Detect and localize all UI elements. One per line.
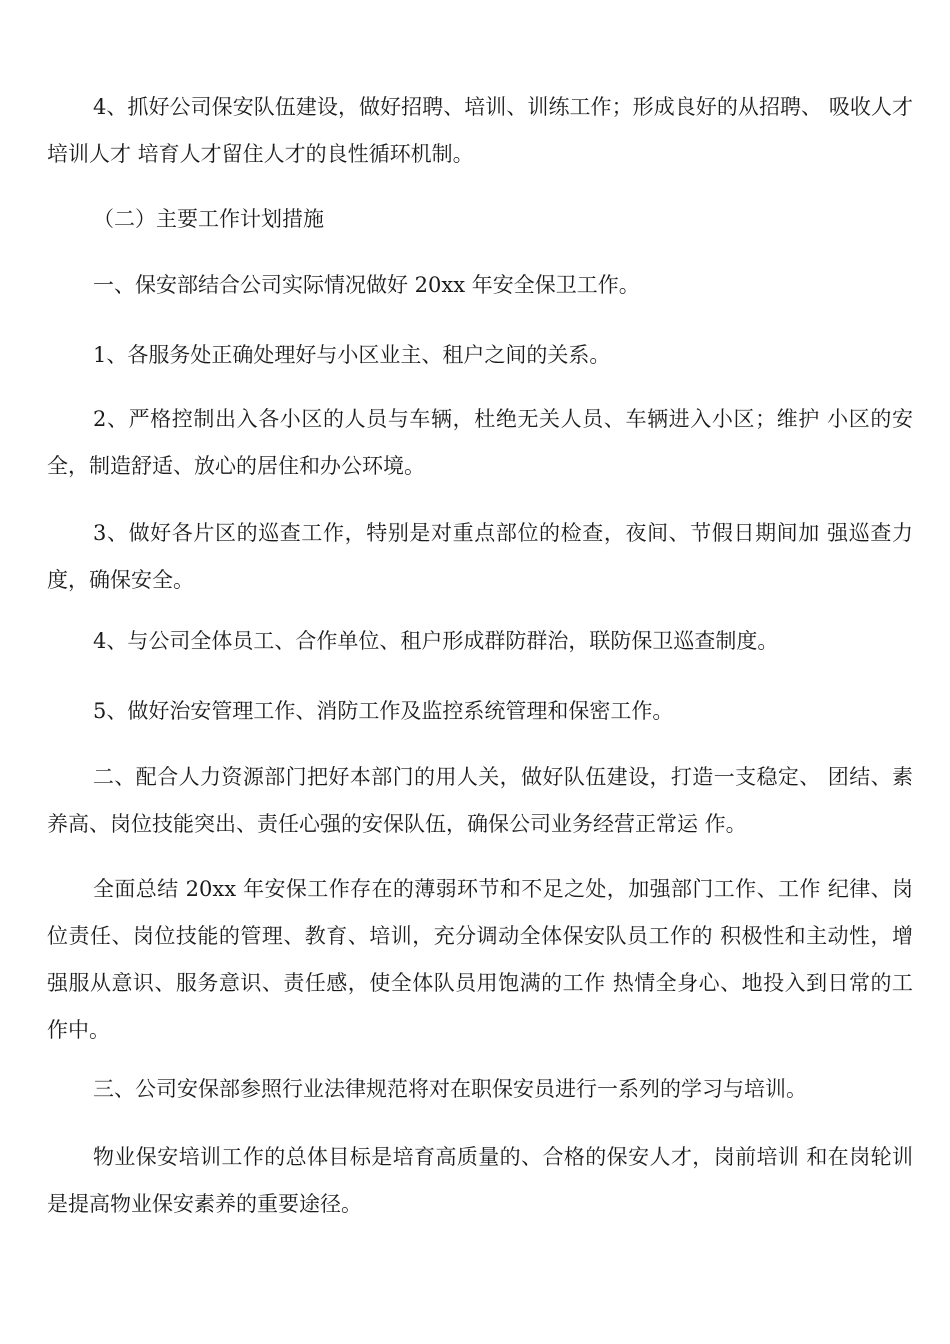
paragraph-6: 3、做好各片区的巡查工作，特别是对重点部位的检查，夜间、节假日期间加 强巡查力度，确保安全。 [47,521,913,592]
paragraph-12: 物业保安培训工作的总体目标是培育高质量的、合格的保安人才，岗前培训 和在岗轮训是提高物业保安素养的重要途径。 [47,1145,913,1216]
paragraph-2: （二）主要工作计划措施 [93,207,324,231]
paragraph-3: 一、保安部结合公司实际情况做好 20xx 年安全保卫工作。 [93,273,640,297]
paragraph-11: 三、公司安保部参照行业法律规范将对在职保安员进行一系列的学习与培训。 [93,1077,807,1101]
paragraph-10: 全面总结 20xx 年安保工作存在的薄弱环节和不足之处，加强部门工作、工作 纪律、岗位责任、岗位技能的管理、教育、培训，充分调动全体保安队员工作的 积极性和主动性，增强服从意识、服务意识、责任感，使全体队员用饱满的工作 热情全身心、地投入到日常的工作中。 [47,877,913,1042]
paragraph-5: 2、严格控制出入各小区的人员与车辆，杜绝无关人员、车辆进入小区；维护 小区的安全，制造舒适、放心的居住和办公环境。 [47,407,913,478]
paragraph-4: 1、各服务处正确处理好与小区业主、租户之间的关系。 [93,343,611,367]
paragraph-9: 二、配合人力资源部门把好本部门的用人关，做好队伍建设，打造一支稳定、 团结、素养高、岗位技能突出、责任心强的安保队伍，确保公司业务经营正常运 作。 [47,765,913,836]
paragraph-1: 4、抓好公司保安队伍建设，做好招聘、培训、训练工作；形成良好的从招聘、 吸收人才培训人才 培育人才留住人才的良性循环机制。 [47,95,913,166]
paragraph-7: 4、与公司全体员工、合作单位、租户形成群防群治，联防保卫巡查制度。 [93,629,779,653]
paragraph-8: 5、做好治安管理工作、消防工作及监控系统管理和保密工作。 [93,699,674,723]
